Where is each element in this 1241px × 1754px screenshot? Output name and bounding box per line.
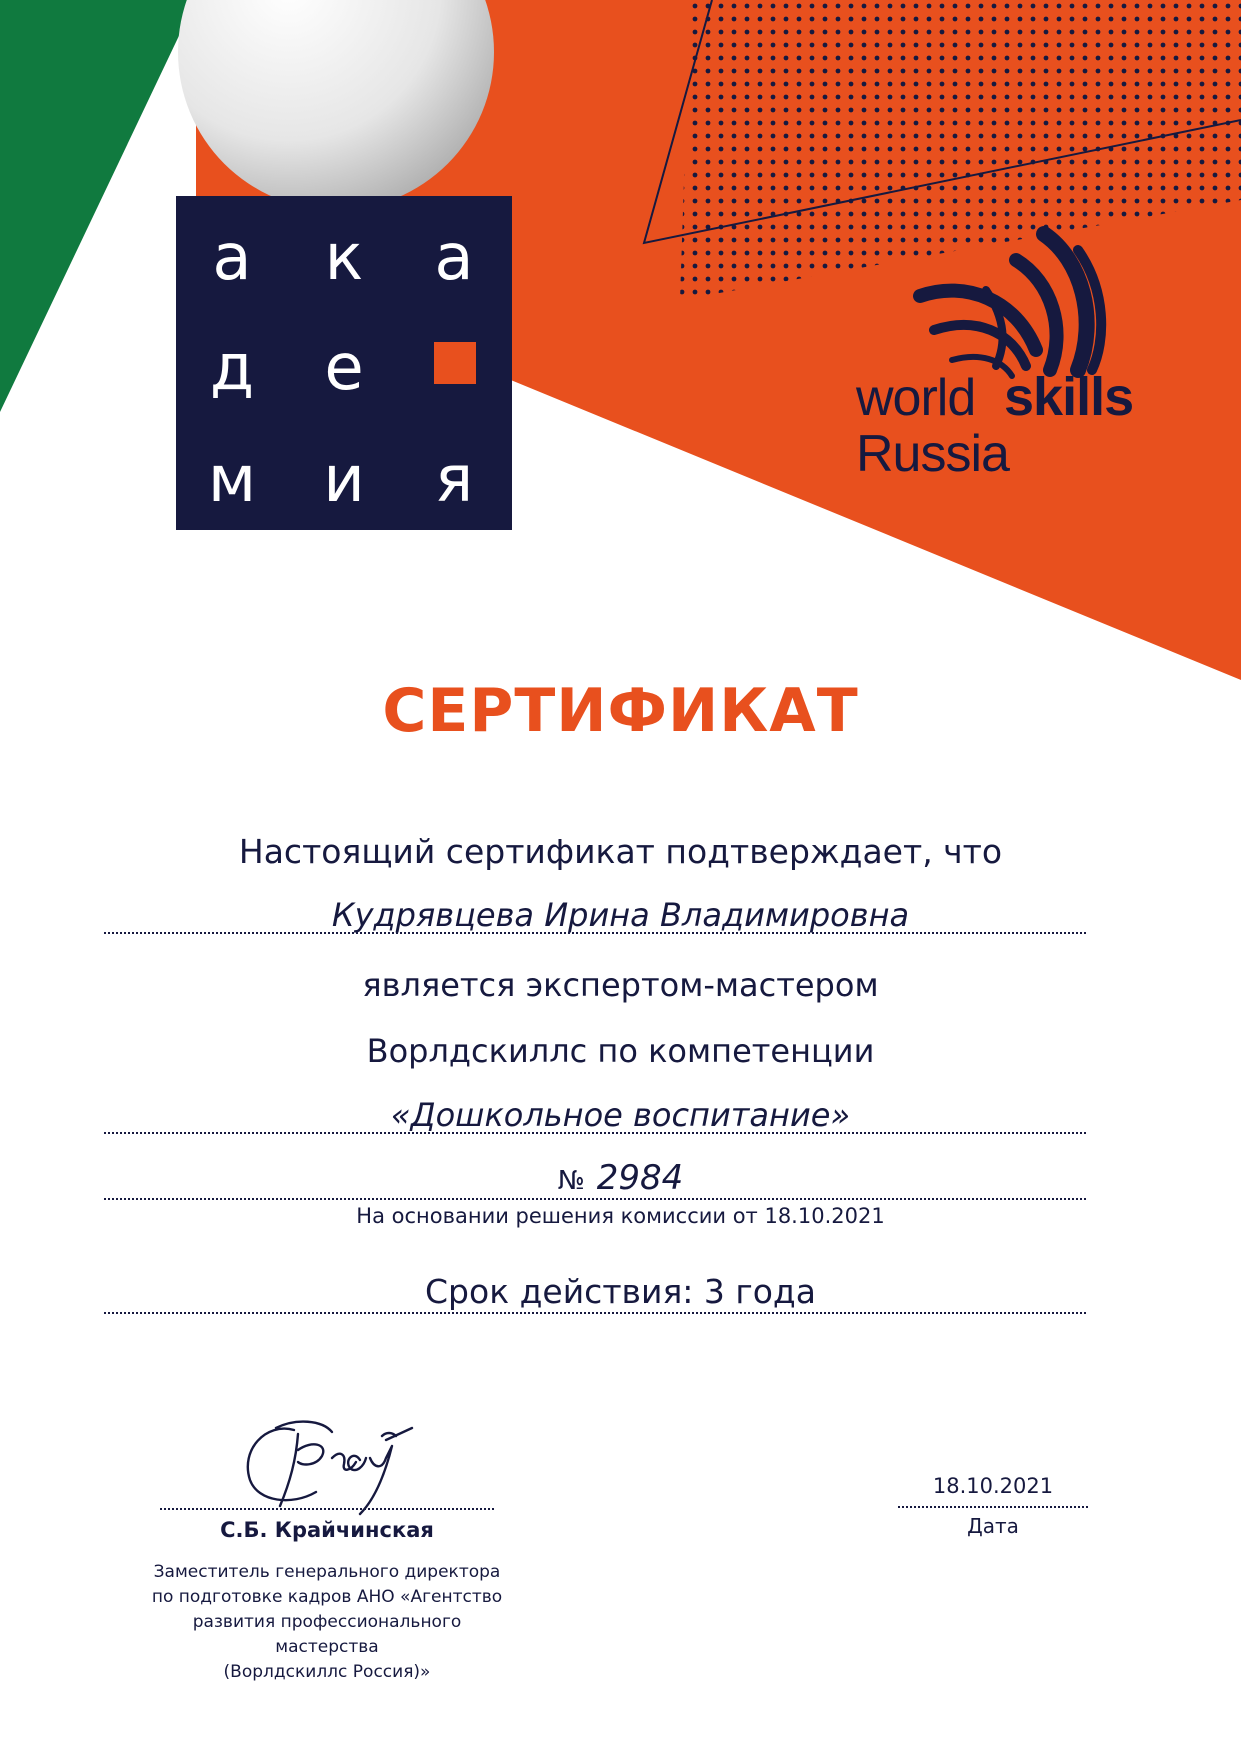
green-triangle: [0, 0, 196, 412]
number-underline: [104, 1198, 1086, 1200]
worldskills-word-world: world: [856, 369, 976, 427]
signer-position: [150, 1560, 504, 1685]
date-line: [898, 1506, 1088, 1508]
basis-text: На основании решения комиссии от 18.10.2021: [356, 1204, 885, 1228]
logo-letter: к: [324, 221, 364, 295]
signature-image: [236, 1410, 426, 1520]
logo-letter: м: [207, 443, 257, 517]
recipient-name: Кудрявцева Ирина Владимировна: [331, 896, 910, 934]
signer-name: С.Б. Крайчинская: [220, 1518, 434, 1542]
signer-position-line: по подготовке кадров АНО «Агентство: [151, 1587, 503, 1607]
signature-line: [160, 1508, 494, 1510]
logo-letter: и: [323, 443, 365, 517]
worldskills-word-russia: Russia: [856, 425, 1009, 483]
worldskills-word-skills: skills: [1004, 367, 1134, 427]
validity-underline: [104, 1312, 1086, 1314]
role-text: является экспертом-мастером: [362, 966, 879, 1004]
date-value: 18.10.2021: [932, 1474, 1054, 1498]
logo-letter: а: [212, 221, 252, 295]
recipient-underline: [104, 932, 1086, 934]
date-label: Дата: [967, 1514, 1019, 1538]
certificate-number: [0, 1158, 1241, 1198]
logo-letter: д: [209, 331, 255, 405]
number-value: 2984: [596, 1158, 684, 1198]
certificate-title: СЕРТИФИКАТ: [382, 676, 859, 746]
logo-letter: я: [434, 443, 474, 517]
intro-text: Настоящий сертификат подтверждает, что: [238, 832, 1003, 871]
competence-name: «Дошкольное воспитание»: [390, 1096, 851, 1134]
logo-letter: е: [324, 331, 364, 405]
signer-position-line: (Ворлдскиллс Россия)»: [223, 1662, 431, 1682]
validity-text: Срок действия: 3 года: [425, 1272, 816, 1311]
signer-position-line: развития профессионального мастерства: [192, 1612, 462, 1657]
logo-letter: а: [434, 221, 474, 295]
competence-underline: [104, 1132, 1086, 1134]
competence-intro: Ворлдскиллс по компетенции: [366, 1032, 875, 1070]
number-sign: №: [557, 1166, 585, 1196]
signer-position-line: Заместитель генерального директора: [153, 1562, 501, 1582]
academy-logo: [176, 196, 512, 530]
logo-orange-square: [434, 342, 476, 384]
